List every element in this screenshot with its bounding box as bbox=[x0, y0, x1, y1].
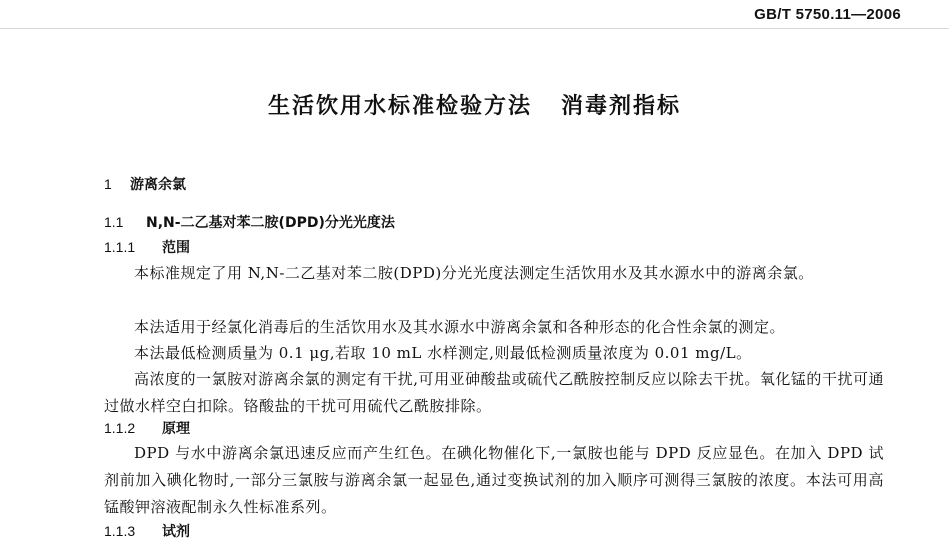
section-1-1-2-heading bbox=[104, 418, 190, 438]
header-divider bbox=[0, 28, 949, 29]
section-1-1-3-heading bbox=[104, 521, 190, 541]
section-number: 1.1.3 bbox=[104, 523, 136, 539]
section-1-1-heading bbox=[104, 212, 395, 232]
paragraph-scope-3: 本法最低检测质量为 0.1 μg,若取 10 mL 水样测定,则最低检测质量浓度为 0.01 mg/L。 bbox=[134, 344, 752, 362]
section-title: N,N-二乙基对苯二胺(DPD)分光光度法 bbox=[146, 215, 395, 231]
paragraph-scope-4: 高浓度的一氯胺对游离余氯的测定有干扰,可用亚砷酸盐或硫代乙酰胺控制反应以除去干扰。氧化锰的干扰可通过做水样空白扣除。铬酸盐的干扰可用硫代乙酰胺排除。 bbox=[104, 370, 884, 415]
section-1-1-1-heading bbox=[104, 237, 190, 257]
section-number: 1.1.1 bbox=[104, 239, 136, 255]
section-number: 1 bbox=[104, 176, 112, 192]
section-title: 游离余氯 bbox=[130, 177, 186, 193]
section-title: 试剂 bbox=[162, 524, 190, 540]
paragraph-scope-1: 本标准规定了用 N,N-二乙基对苯二胺(DPD)分光光度法测定生活饮用水及其水源水中的游离余氯。 bbox=[134, 264, 814, 282]
section-number: 1.1.2 bbox=[104, 420, 136, 436]
paragraph-principle-1: DPD 与水中游离余氯迅速反应而产生红色。在碘化物催化下,一氯胺也能与 DPD 反应显色。在加入 DPD 试剂前加入碘化物时,一部分三氯胺与游离余氯一起显色,通过变换试剂的加入顺序可测得三氯胺的浓度。本法可用高锰酸钾溶液配制永久性标准系列。 bbox=[104, 444, 884, 516]
section-1-heading bbox=[104, 174, 186, 194]
section-title: 原理 bbox=[162, 421, 190, 437]
section-title: 范围 bbox=[162, 240, 190, 256]
paragraph-scope-2: 本法适用于经氯化消毒后的生活饮用水及其水源水中游离余氯和各种形态的化合性余氯的测定。 bbox=[134, 318, 786, 336]
document-title: 生活饮用水标准检验方法 消毒剂指标 bbox=[268, 94, 681, 119]
section-number: 1.1 bbox=[104, 214, 124, 230]
standard-number: GB/T 5750.11—2006 bbox=[754, 6, 901, 23]
